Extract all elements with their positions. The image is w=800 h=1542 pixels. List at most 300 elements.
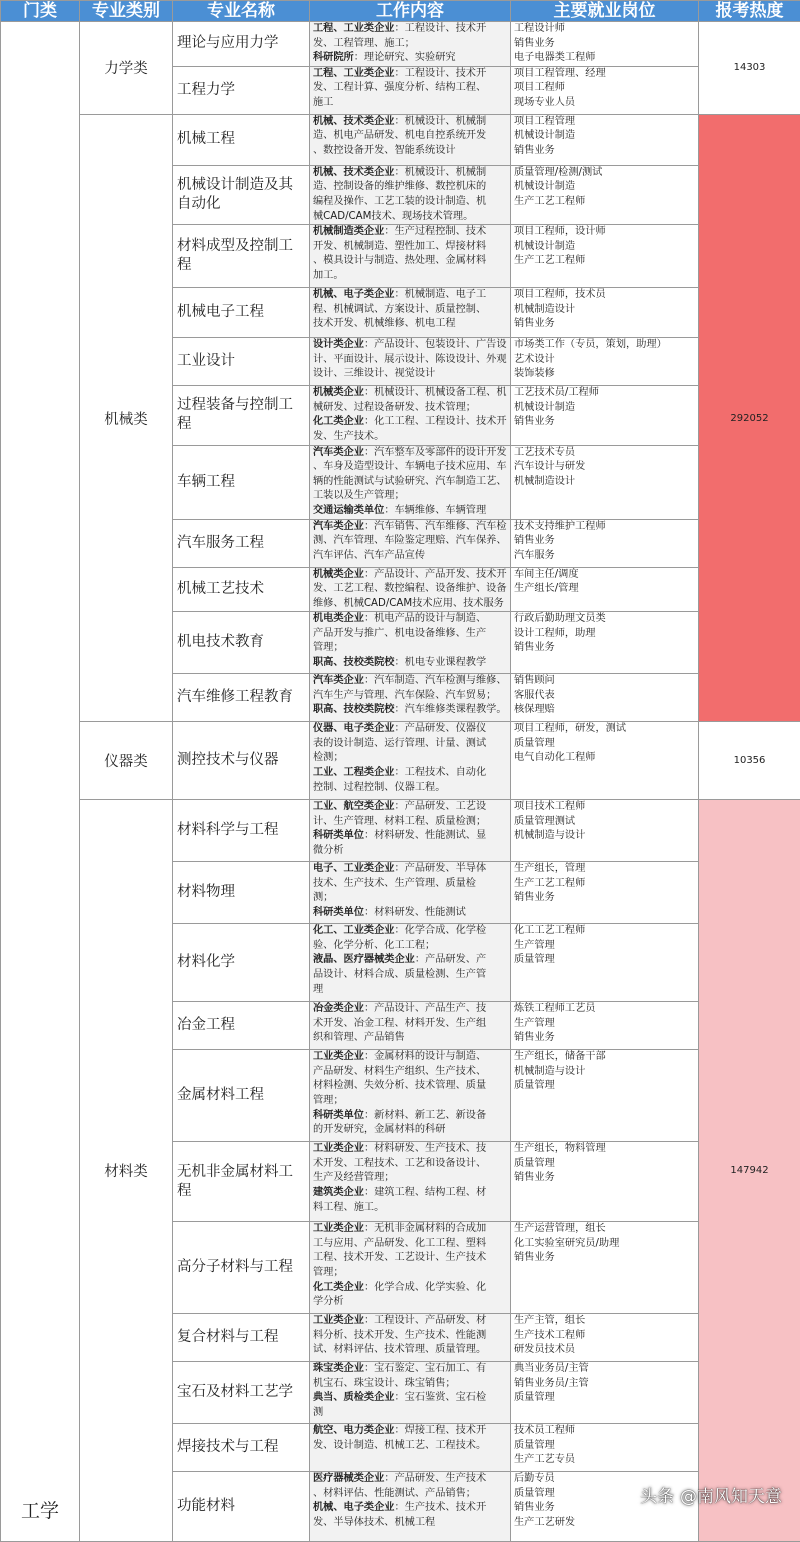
job-item: 机械设计制造 (514, 401, 695, 416)
work-line (313, 924, 508, 939)
employer-type: 冶金类企业 (313, 1003, 364, 1014)
work-line (313, 627, 508, 642)
job-item: 电子电器类工程师 (514, 51, 695, 66)
jobs-cell (511, 338, 699, 386)
major-name-cell (173, 225, 310, 288)
jobs-cell (511, 1314, 699, 1362)
work-text: ：工程技术、自动化 (395, 767, 487, 778)
work-text: 发、工程计算、强度分析、结构工程、 (313, 82, 486, 93)
employer-type: 工业类企业 (313, 1051, 364, 1062)
jobs-cell (511, 924, 699, 1002)
work-line (313, 737, 508, 752)
work-line (313, 891, 508, 906)
major-name-cell (173, 338, 310, 386)
work-line (313, 1109, 508, 1124)
job-item: 生产技术工程师 (514, 1329, 695, 1344)
work-line (313, 195, 508, 210)
work-line (313, 96, 508, 111)
jobs-cell (511, 674, 699, 722)
work-text: 机宝石、珠宝设计、珠宝销售； (313, 1378, 456, 1389)
job-item: 质量管理 (514, 953, 695, 968)
jobs-cell (511, 1424, 699, 1472)
work-content-cell (310, 1050, 511, 1142)
major-name-cell (173, 1362, 310, 1424)
job-item: 机械设计制造 (514, 129, 695, 144)
work-text: 试、材料评估、技术管理、质量管理。 (313, 1344, 486, 1355)
work-line (313, 534, 508, 549)
work-text: ：工程设计、技术开 (395, 23, 487, 34)
work-content-cell (310, 114, 511, 165)
jobs-cell (511, 225, 699, 288)
watermark-handle: @南风知天意 (680, 1482, 782, 1507)
employer-type: 科研类单位 (313, 830, 364, 841)
employer-type: 化工、工业类企业 (313, 925, 395, 936)
job-item: 项目工程师，研发，测试 (514, 722, 695, 737)
major-name-line: 汽车服务工程 (177, 534, 309, 553)
work-text: 术开发、冶金工程、材料开发、生产组 (313, 1018, 486, 1029)
major-name-line: 机械电子工程 (177, 303, 309, 322)
work-text: 料工程、施工。 (313, 1202, 384, 1213)
work-line (313, 1266, 508, 1281)
work-text: 管理； (313, 1095, 344, 1106)
work-text: ：车辆维修、车辆管理 (384, 505, 486, 516)
work-line (313, 1065, 508, 1080)
work-text: 测 (313, 1407, 323, 1418)
work-text: 发、工程管理、施工； (313, 38, 415, 49)
major-name-line: 机械工艺技术 (177, 580, 309, 599)
major-name-line: 汽车维修工程教育 (177, 688, 309, 707)
work-text: ：新材料、新工艺、新设备 (364, 1110, 486, 1121)
job-item: 技术支持维护工程师 (514, 520, 695, 535)
work-line (313, 1281, 508, 1296)
work-text: 验、化学分析、化工工程； (313, 940, 435, 951)
jobs-cell (511, 862, 699, 924)
job-item: 项目工程管理、经理 (514, 67, 695, 82)
header-menlei: 门类 (1, 1, 80, 22)
work-line (313, 401, 508, 416)
employer-type: 化工类企业 (313, 1282, 364, 1293)
job-item: 生产运营管理，组长 (514, 1222, 695, 1237)
work-line (313, 968, 508, 983)
major-name-line: 复合材料与工程 (177, 1328, 309, 1347)
employer-type: 职高、技校类院校 (313, 657, 395, 668)
work-text: 汽车评估、汽车产品宣传 (313, 550, 425, 561)
work-text: ：产品研发、仪器仪 (395, 723, 487, 734)
work-content-cell (310, 567, 511, 612)
employer-type: 汽车类企业 (313, 675, 364, 686)
employer-type: 工程、工业类企业 (313, 68, 395, 79)
work-line (313, 1094, 508, 1109)
employer-type: 科研类单位 (313, 1110, 364, 1121)
work-text: 计、生产管理、材料工程、质量检测； (313, 816, 486, 827)
employer-type: 航空、电力类企业 (313, 1425, 395, 1436)
work-line (313, 210, 508, 225)
job-item: 机械制造设计 (514, 475, 695, 490)
work-line (313, 1501, 508, 1516)
work-text: 械CAD/CAM技术、现场技术管理。 (313, 211, 473, 222)
work-line (313, 1439, 508, 1454)
work-line (313, 1251, 508, 1266)
major-name-cell (173, 1222, 310, 1314)
jobs-cell (511, 288, 699, 338)
work-line (313, 254, 508, 269)
work-line (313, 1487, 508, 1502)
work-content-cell (310, 862, 511, 924)
table-row (1, 22, 800, 67)
work-line (313, 1201, 508, 1216)
major-name-line: 材料化学 (177, 953, 309, 972)
major-name-line: 高分子材料与工程 (177, 1258, 309, 1277)
major-name-line: 材料成型及控制工 (177, 237, 309, 256)
work-content-cell (310, 1424, 511, 1472)
employer-type: 机械制造类企业 (313, 226, 384, 237)
major-name-cell (173, 800, 310, 862)
work-text: ：产品研发、工艺设 (395, 801, 487, 812)
work-line (313, 1017, 508, 1032)
work-text: 表的设计制造、运行管理、计量、测试 (313, 738, 486, 749)
job-item: 装饰装修 (514, 367, 695, 382)
work-line (313, 568, 508, 583)
work-line (313, 1002, 508, 1017)
work-line (313, 939, 508, 954)
major-name-cell (173, 674, 310, 722)
job-item: 质量管理 (514, 1157, 695, 1172)
major-name-line: 程 (177, 1182, 309, 1201)
employer-type: 交通运输类单位 (313, 505, 384, 516)
work-line (313, 115, 508, 130)
job-item: 汽车服务 (514, 549, 695, 564)
work-line (313, 641, 508, 656)
job-item: 项目工程师 (514, 81, 695, 96)
work-line (313, 1472, 508, 1487)
employer-type: 仪器、电子类企业 (313, 723, 395, 734)
work-line (313, 67, 508, 82)
job-item: 工程设计师 (514, 22, 695, 37)
work-text: 发、工艺工程、数控编程、设备维护、设备 (313, 583, 507, 594)
jobs-cell (511, 22, 699, 67)
job-item: 化工实验室研究员/助理 (514, 1237, 695, 1252)
header-jobs: 主要就业岗位 (511, 1, 699, 22)
jobs-cell (511, 1222, 699, 1314)
major-name-line: 机械工程 (177, 130, 309, 149)
work-content-cell (310, 1002, 511, 1050)
work-text: ：金属材料的设计与制造、 (364, 1051, 486, 1062)
major-name-cell (173, 165, 310, 224)
table-body (1, 22, 800, 1542)
watermark-prefix: 头条 (640, 1482, 674, 1507)
job-item: 销售业务 (514, 641, 695, 656)
job-item: 生产管理 (514, 1017, 695, 1032)
work-line (313, 129, 508, 144)
work-text: ：汽车维修类课程教学。 (395, 704, 507, 715)
major-name-cell (173, 1314, 310, 1362)
work-text: ：工程设计、技术开 (395, 68, 487, 79)
work-text: ：生产技术、技术开 (395, 1502, 487, 1513)
job-item: 机械制造设计 (514, 303, 695, 318)
work-content-cell (310, 66, 511, 114)
jobs-cell (511, 1002, 699, 1050)
work-line (313, 1031, 508, 1046)
major-name-cell (173, 862, 310, 924)
major-name-cell (173, 1472, 310, 1542)
work-content-cell (310, 519, 511, 567)
work-text: ：化学合成、化学实验、化 (364, 1282, 486, 1293)
employer-type: 珠宝类企业 (313, 1363, 364, 1374)
work-line (313, 1079, 508, 1094)
work-line (313, 582, 508, 597)
work-line (313, 166, 508, 181)
category-cell: 材料类 (80, 800, 173, 1542)
work-line (313, 1142, 508, 1157)
job-item: 质量管理 (514, 1391, 695, 1406)
work-text: 的开发研究，金属材料的科研 (313, 1124, 445, 1135)
job-item: 电气自动化工程师 (514, 751, 695, 766)
job-item: 销售顾问 (514, 674, 695, 689)
work-text: 产品研发、材料生产组织、生产技术、 (313, 1066, 486, 1077)
work-text: 计、平面设计、展示设计、陈设设计、外观 (313, 354, 507, 365)
jobs-cell (511, 1050, 699, 1142)
work-line (313, 446, 508, 461)
work-text: 、数控设备开发、智能系统设计 (313, 145, 456, 156)
employer-type: 工业、航空类企业 (313, 801, 395, 812)
work-text: 微分析 (313, 845, 344, 856)
job-item: 典当业务员/主管 (514, 1362, 695, 1377)
job-item: 项目工程师，技术员 (514, 288, 695, 303)
major-name-line: 过程装备与控制工 (177, 396, 309, 415)
work-text: ：机电产品的设计与制造、 (364, 613, 486, 624)
major-name-line: 材料科学与工程 (177, 821, 309, 840)
employer-type: 职高、技校类院校 (313, 704, 395, 715)
major-name-cell (173, 1002, 310, 1050)
major-name-line: 理论与应用力学 (177, 34, 309, 53)
employer-type: 典当、质检类企业 (313, 1392, 395, 1403)
employer-type: 机械、技术类企业 (313, 167, 395, 178)
work-text: 发、半导体技术、机械工程 (313, 1517, 435, 1528)
major-name-line: 机电技术教育 (177, 633, 309, 652)
major-name-line: 程 (177, 256, 309, 275)
job-item: 机械设计制造 (514, 180, 695, 195)
work-text: 管理； (313, 642, 344, 653)
heat-cell: 14303 (699, 22, 800, 115)
work-line (313, 751, 508, 766)
job-item: 生产主管，组长 (514, 1314, 695, 1329)
job-item: 生产组长，储备干部 (514, 1050, 695, 1065)
major-name-cell (173, 519, 310, 567)
work-line (313, 829, 508, 844)
work-line (313, 862, 508, 877)
work-line (313, 1222, 508, 1237)
work-line (313, 722, 508, 737)
work-content-cell (310, 445, 511, 519)
job-item: 质量管理 (514, 1079, 695, 1094)
employer-type: 工业、工程类企业 (313, 767, 395, 778)
job-item: 质量管理测试 (514, 815, 695, 830)
major-name-line: 焊接技术与工程 (177, 1438, 309, 1457)
major-name-line: 测控技术与仪器 (177, 751, 309, 770)
employer-type: 机械类企业 (313, 387, 364, 398)
employer-type: 液晶、医疗器械类企业 (313, 954, 415, 965)
work-text: 检测； (313, 752, 344, 763)
work-text: 程、机械调试、方案设计、质量控制、 (313, 304, 486, 315)
job-item: 质量管理 (514, 737, 695, 752)
work-text: 编程及操作、工艺工装的设计制造、机 (313, 196, 486, 207)
menlei-cell: 工学 (1, 22, 80, 1542)
heat-cell: 292052 (699, 114, 800, 722)
work-text: 辆的性能测试与试验研究、汽车制造工艺、 (313, 476, 507, 487)
work-text: 管理； (313, 1267, 344, 1278)
major-name-cell (173, 1424, 310, 1472)
employer-type: 机械、技术类企业 (313, 116, 395, 127)
work-text: ：宝石鉴赏、宝石检 (395, 1392, 487, 1403)
employer-type: 工业类企业 (313, 1315, 364, 1326)
work-line (313, 51, 508, 66)
work-line (313, 1362, 508, 1377)
job-item: 机械制造与设计 (514, 1065, 695, 1080)
work-text: 造、机电产品研发、机电自控系统开发 (313, 130, 486, 141)
major-name-cell (173, 114, 310, 165)
jobs-cell (511, 1142, 699, 1222)
employer-type: 机电类企业 (313, 613, 364, 624)
work-text: 技术开发、机械维修、机电工程 (313, 318, 456, 329)
work-line (313, 22, 508, 37)
jobs-cell (511, 1362, 699, 1424)
major-name-cell (173, 1142, 310, 1222)
employer-type: 机械、电子类企业 (313, 1502, 395, 1513)
job-item: 销售业务 (514, 317, 695, 332)
work-content-cell (310, 288, 511, 338)
job-item: 设计工程师，助理 (514, 627, 695, 642)
work-line (313, 180, 508, 195)
work-text: ：产品研发、生产技术 (384, 1473, 486, 1484)
work-line (313, 815, 508, 830)
work-content-cell (310, 165, 511, 224)
work-line (313, 475, 508, 490)
major-name-cell (173, 567, 310, 612)
work-content-cell (310, 674, 511, 722)
employer-type: 电子、工业类企业 (313, 863, 395, 874)
work-text: 学分析 (313, 1296, 344, 1307)
work-text: ：机械设计、机械设备工程、机 (364, 387, 507, 398)
header-row (1, 1, 800, 22)
employer-type: 机械类企业 (313, 569, 364, 580)
job-item: 生产工艺工程师 (514, 254, 695, 269)
major-name-line: 冶金工程 (177, 1016, 309, 1035)
work-line (313, 338, 508, 353)
jobs-cell (511, 165, 699, 224)
work-text: ：材料研发、性能测试 (364, 907, 466, 918)
work-line (313, 549, 508, 564)
work-content-cell (310, 800, 511, 862)
work-line (313, 303, 508, 318)
jobs-cell (511, 612, 699, 674)
work-text: 、材料评估、性能测试、产品销售； (313, 1488, 476, 1499)
job-item: 生产工艺专员 (514, 1453, 695, 1468)
major-name-cell (173, 612, 310, 674)
major-name-cell (173, 66, 310, 114)
jobs-cell (511, 386, 699, 445)
major-name-cell (173, 22, 310, 67)
jobs-cell (511, 800, 699, 862)
work-text: ：无机非金属材料的合成加 (364, 1223, 486, 1234)
work-text: ：产品设计、产品生产、技 (364, 1003, 486, 1014)
employer-type: 工业类企业 (313, 1223, 364, 1234)
employer-type: 工业类企业 (313, 1143, 364, 1154)
header-work-content: 工作内容 (310, 1, 511, 22)
work-text: ：汽车制造、汽车检测与维修、 (364, 675, 507, 686)
major-name-line: 金属材料工程 (177, 1086, 309, 1105)
job-item: 生产组长，管理 (514, 862, 695, 877)
work-line (313, 703, 508, 718)
job-item: 现场专业人员 (514, 96, 695, 111)
header-heat: 报考热度 (699, 1, 800, 22)
work-line (313, 953, 508, 968)
major-name-cell (173, 445, 310, 519)
major-name-line: 自动化 (177, 195, 309, 214)
job-item: 生产组长，物料管理 (514, 1142, 695, 1157)
job-item: 项目工程管理 (514, 115, 695, 130)
job-item: 化工工艺工程师 (514, 924, 695, 939)
work-text: 发、生产技术。 (313, 431, 384, 442)
work-line (313, 269, 508, 284)
employer-type: 医疗器械类企业 (313, 1473, 384, 1484)
work-line (313, 489, 508, 504)
work-text: ：宝石鉴定、宝石加工、有 (364, 1363, 486, 1374)
work-line (313, 353, 508, 368)
work-text: 、模具设计与制造、热处理、金属材料 (313, 255, 486, 266)
work-line (313, 612, 508, 627)
work-text: 造、控制设备的维护维修、数控机床的 (313, 181, 486, 192)
work-line (313, 1406, 508, 1421)
job-item: 生产工艺研发 (514, 1516, 695, 1531)
work-line (313, 844, 508, 859)
work-line (313, 800, 508, 815)
work-line (313, 674, 508, 689)
work-text: 汽车生产与管理、汽车保险、汽车贸易； (313, 690, 496, 701)
work-text: ：建筑工程、结构工程、材 (364, 1187, 486, 1198)
major-name-cell (173, 924, 310, 1002)
work-line (313, 1157, 508, 1172)
work-text: 工装以及生产管理； (313, 490, 405, 501)
jobs-cell (511, 567, 699, 612)
job-item: 生产工艺工程师 (514, 195, 695, 210)
major-name-line: 功能材料 (177, 1497, 309, 1516)
work-text: ：机械制造、电子工 (395, 289, 487, 300)
work-line (313, 520, 508, 535)
employer-type: 机械、电子类企业 (313, 289, 395, 300)
job-item: 车间主任/调度 (514, 568, 695, 583)
job-item: 质量管理 (514, 1439, 695, 1454)
work-text: 设计、三维设计、视觉设计 (313, 368, 435, 379)
employer-type: 化工类企业 (313, 416, 364, 427)
employer-type: 科研类单位 (313, 907, 364, 918)
work-text: 织和管理、产品销售 (313, 1032, 405, 1043)
category-cell: 力学类 (80, 22, 173, 115)
heat-cell: 147942 (699, 800, 800, 1542)
header-major-name: 专业名称 (173, 1, 310, 22)
work-text: ：产品设计、包装设计、广告设 (364, 339, 507, 350)
job-item: 后勤专员 (514, 1472, 695, 1487)
work-line (313, 906, 508, 921)
work-line (313, 781, 508, 796)
job-item: 销售业务 (514, 891, 695, 906)
major-name-line: 机械设计制造及其 (177, 176, 309, 195)
job-item: 机械设计制造 (514, 240, 695, 255)
work-line (313, 386, 508, 401)
job-item: 市场类工作（专员，策划，助理） (514, 338, 695, 353)
major-name-cell (173, 386, 310, 445)
work-text: ：材料研发、生产技术、技 (364, 1143, 486, 1154)
job-item: 行政后勤助理文员类 (514, 612, 695, 627)
